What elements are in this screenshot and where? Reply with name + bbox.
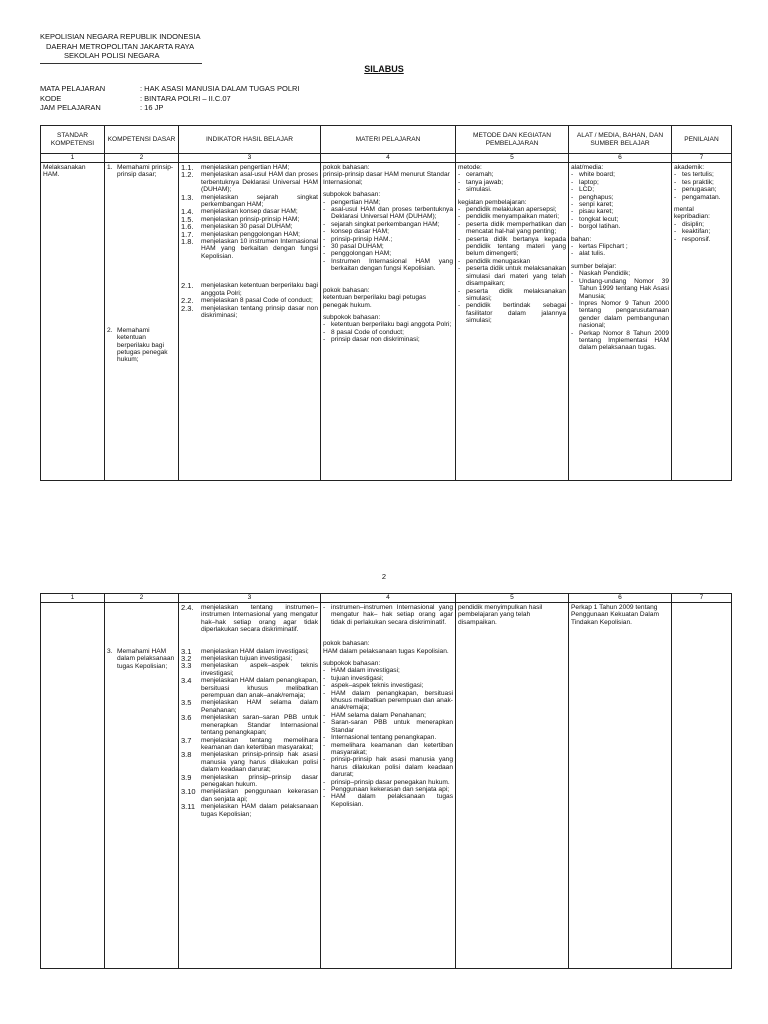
indikator-text: menjelaskan prinsip-prinsip hak asasi manusia yang harus dilakukan polisi dalam keadaan darurat;: [201, 751, 318, 774]
indikator-number: 2.4.: [181, 603, 194, 612]
indikator-item: [181, 223, 318, 230]
list-item: - tongkat lecut;: [571, 216, 669, 223]
list-item: - peserta didik bertanya kepada pendidik tentang materi yang belum dimengerti;: [458, 236, 566, 258]
indikator-text: menjelaskan penggolongan HAM;: [201, 230, 300, 238]
indikator-text: menjelaskan 10 instrumen Internasional HAM yang berkaitan dengan fungsi Kepolisian.: [201, 238, 318, 260]
kd-text: Memahami prinsip-prinsip dasar;: [117, 164, 174, 179]
column-header: STANDAR KOMPETENSI: [41, 126, 105, 154]
indikator-number: 1.4.: [181, 207, 194, 217]
sumber-list: [571, 270, 669, 351]
page-title: SILABUS: [364, 64, 404, 74]
list-item: - penggolongan HAM;: [323, 250, 453, 257]
syllabus-table-page-2: [40, 593, 732, 969]
metode-cell: [456, 163, 569, 481]
indikator-item: [181, 751, 318, 773]
materi-pokok-title: pokok bahasan:: [323, 164, 370, 171]
indikator-text: menjelaskan 30 pasal DUHAM;: [201, 223, 293, 231]
kegiatan-title: kegiatan pembelajaran:: [458, 198, 527, 206]
list-item: - Naskah Pendidik;: [571, 270, 669, 277]
mental-list: [674, 221, 729, 243]
header-line-2: DAERAH METROPOLITAN JAKARTA RAYA: [46, 41, 195, 51]
indikator-number: 3.1: [181, 646, 192, 656]
indikator-number: 3.5: [181, 698, 192, 708]
kd-number: 2.: [107, 326, 113, 334]
indikator-number: 3.4: [181, 676, 192, 686]
list-item: - pisau karet;: [571, 208, 669, 215]
penilaian-list: [674, 171, 729, 201]
list-item: - peserta didik memperhatikan dan mencatat hal-hal yang penting;: [458, 221, 566, 236]
materi-pokok-text: ketentuan berperilaku bagi petugas penegak hukum.: [323, 294, 427, 309]
indikator-cell: [179, 603, 321, 969]
indikator-number: 1.1.: [181, 163, 194, 172]
indikator-text: menjelaskan sejarah singkat perkembangan HAM;: [201, 193, 318, 209]
materi-pokok-text: HAM dalam pelaksanaan tugas Kepolisian.: [323, 647, 449, 655]
indikator-item: [181, 216, 318, 223]
list-item: - 8 pasal Code of conduct;: [323, 329, 453, 336]
list-item: - laptop;: [571, 179, 669, 186]
list-item: - peserta didik untuk melaksanakan simulasi dari materi yang telah disampaikan;: [458, 265, 566, 287]
materi-sub-list: [323, 667, 453, 808]
indikator-item: [181, 774, 318, 789]
column-number: 4: [321, 154, 456, 163]
indikator-group-1: [181, 164, 318, 260]
column-header: METODE DAN KEGIATAN PEMBELAJARAN: [456, 126, 569, 154]
indikator-number: 3.8: [181, 750, 192, 760]
list-item: - instrumen–instrumen Internasional yang mengatur hak– hak setiap orang agar tidak di perlakukan secara diskriminatif.: [323, 604, 453, 626]
list-item: - ketentuan berperilaku bagi anggota Polri;: [323, 321, 453, 328]
materi-sub-title: subpokok bahasan:: [323, 191, 381, 199]
column-number: 7: [672, 594, 732, 603]
meta-row-code: [40, 94, 300, 104]
column-number: 1: [41, 594, 105, 603]
indikator-item: [181, 788, 318, 803]
list-item: - konsep dasar HAM;: [323, 228, 453, 235]
header-row: [41, 126, 732, 154]
list-item: - prinsip dasar non diskriminasi;: [323, 336, 453, 343]
materi-cell: [321, 603, 456, 969]
kd-text: Memahami ketentuan berperilaku bagi petugas penegak hukum;: [117, 326, 168, 364]
materi-sub-title: subpokok bahasan:: [323, 660, 381, 668]
standar-kompetensi: Melaksanakan HAM.: [43, 164, 86, 179]
kegiatan-list: [458, 206, 566, 325]
penilaian-title: akademik:: [674, 164, 705, 171]
list-item: - keaktifan;: [674, 228, 729, 235]
list-item: - pengamatan.: [674, 194, 729, 201]
column-number: 3: [179, 594, 321, 603]
indikator-number: 3.11: [181, 802, 196, 812]
indikator-item: [181, 208, 318, 215]
alat-text: Perkap 1 Tahun 2009 tentang Penggunaan Kekuatan Dalam Tindakan Kepolisian.: [571, 604, 659, 626]
list-item: - pendidik menyampaikan materi;: [458, 213, 566, 220]
indikator-number: 3.2: [181, 654, 192, 664]
meta-value: : 16 JP: [140, 103, 164, 112]
indikator-item: [181, 803, 318, 818]
meta-row-hours: [40, 103, 300, 113]
alat-cell: [569, 603, 672, 969]
column-number-row: [41, 594, 732, 603]
header-line-1: KEPOLISIAN NEGARA REPUBLIK INDONESIA: [40, 32, 201, 41]
list-item: - Perkap Nomor 8 Tahun 2009 tentang Implementasi HAM dalam pelaksanaan tugas.: [571, 330, 669, 352]
indikator-number: 2.3.: [181, 303, 194, 313]
indikator-item: [181, 662, 318, 677]
list-item: - penugasan;: [674, 186, 729, 193]
kd-text: Memahami HAM dalam pelaksanaan tugas Kepolisian;: [117, 648, 175, 670]
alat-list: [571, 171, 669, 230]
penilaian-cell: [672, 603, 732, 969]
list-item: - Undang-undang Nomor 39 Tahun 1999 tentang Hak Asasi Manusia;: [571, 278, 669, 300]
list-item: - aspek–aspek teknis investigasi;: [323, 682, 453, 689]
indikator-item: [181, 737, 318, 752]
meta-value: : BINTARA POLRI – II.C.07: [140, 93, 231, 103]
indikator-text: menjelaskan tentang memelihara keamanan dan ketertiban masyarakat;: [201, 736, 318, 751]
indikator-text: menjelaskan 8 pasal Code of conduct;: [201, 297, 313, 305]
indikator-text: menjelaskan prinsip–prinsip dasar penegakan hukum.: [201, 773, 318, 788]
indikator-text: menjelaskan HAM dalam investigasi;: [201, 647, 309, 655]
list-item: - senpi karet;: [571, 201, 669, 208]
list-item: - disiplin;: [674, 221, 729, 228]
indikator-item: [181, 699, 318, 714]
indikator-item: [181, 282, 318, 297]
list-item: - Penggunaan kekerasan dan senjata api;: [323, 786, 453, 793]
materi-sub-list: [323, 321, 453, 343]
list-item: - sejarah singkat perkembangan HAM;: [323, 221, 453, 228]
metode-list: [458, 171, 566, 193]
kompetensi-dasar-3: [107, 648, 176, 670]
list-item: - white board;: [571, 171, 669, 178]
list-item: - HAM dalam penangkapan, bersituasi khusus melibatkan perempuan dan anak- anak/remaja;: [323, 690, 453, 712]
indikator-number: 3.6: [181, 713, 192, 723]
bahan-list: [571, 243, 669, 258]
materi-cell: [321, 163, 456, 481]
indikator-text: menjelaskan konsep dasar HAM;: [201, 208, 298, 216]
column-header: ALAT / MEDIA, BAHAN, DAN SUMBER BELAJAR: [569, 126, 672, 154]
indikator-number: 3.9: [181, 772, 192, 782]
indikator-cell: [179, 163, 321, 481]
column-header: KOMPETENSI DASAR: [105, 126, 179, 154]
list-item: - kertas Flipchart ;: [571, 243, 669, 250]
list-item: - memelihara keamanan dan ketertiban masyarakat;: [323, 742, 453, 757]
meta-key: KODE: [40, 93, 62, 103]
indikator-text: menjelaskan HAM dalam pelaksanaan tugas Kepolisian;: [201, 803, 318, 818]
kompetensi-dasar-2: [107, 327, 176, 364]
header-line-3: SEKOLAH POLISI NEGARA: [64, 51, 160, 60]
list-item: - pendidik melakukan apersepsi;: [458, 206, 566, 213]
indikator-number: 1.7.: [181, 229, 194, 239]
content-row: [41, 603, 732, 969]
column-number: 7: [672, 154, 732, 163]
meta-key: JAM PELAJARAN: [40, 103, 101, 112]
indikator-text: menjelaskan tentang prinsip dasar non diskriminasi;: [201, 304, 318, 319]
list-item: - Instrumen Internasional HAM yang berkaitan dengan fungsi Kepolisian.: [323, 258, 453, 273]
indikator-text: menjelaskan penggunaan kekerasan dan senjata api;: [201, 788, 318, 803]
kd-number: 1.: [107, 164, 113, 171]
column-header: INDIKATOR HASIL BELAJAR: [179, 126, 321, 154]
metode-cell: [456, 603, 569, 969]
indikator-number: 3.10: [181, 787, 196, 797]
indikator-text: menjelaskan HAM dalam penangkapan, bersituasi khusus melibatkan perempuan dan anak–anak/remaja;: [201, 677, 318, 700]
indikator-item: [181, 238, 318, 260]
indikator-item: [181, 171, 318, 193]
kd-number: 3.: [107, 648, 113, 655]
indikator-number: 1.3.: [181, 192, 194, 202]
column-number: 2: [105, 154, 179, 163]
indikator-item: [181, 164, 318, 171]
meta-key: MATA PELAJARAN: [40, 84, 106, 93]
column-number: 6: [569, 594, 672, 603]
indikator-text: menjelaskan saran–saran PBB untuk menerapkan Standar Internasional tentang penangkapan;: [201, 714, 318, 737]
list-item: - HAM selama dalam Penahanan;: [323, 712, 453, 719]
indikator-text: menjelaskan tujuan investigasi;: [201, 655, 293, 663]
list-item: - tanya jawab;: [458, 179, 566, 186]
list-item: - alat tulis.: [571, 250, 669, 257]
indikator-text: menjelaskan pengertian HAM;: [201, 164, 290, 171]
page-number: 2: [381, 572, 387, 581]
list-item: - HAM dalam pelaksanaan tugas Kepolisian.: [323, 793, 453, 808]
list-item: - penghapus;: [571, 194, 669, 201]
alat-cell: [569, 163, 672, 481]
indikator-text: menjelaskan asal-usul HAM dan proses terbentuknya Deklarasi Universal HAM (DUHAM);: [201, 171, 318, 194]
indikator-item: [181, 677, 318, 699]
materi-sub-title: subpokok bahasan:: [323, 313, 381, 321]
list-item: - prinsip-prinsip hak asasi manusia yang harus dilakukan polisi dalam keadaan darurat;: [323, 756, 453, 778]
mental-title: mental kepribadian:: [674, 206, 710, 221]
materi-pokok-text: prinsip-prinsip dasar HAM menurut Standar Internasional;: [323, 171, 450, 186]
materi-pokok-title: pokok bahasan:: [323, 640, 370, 648]
column-header: PENILAIAN: [672, 126, 732, 154]
column-header: MATERI PELAJARAN: [321, 126, 456, 154]
standar-cell: [41, 163, 105, 481]
penilaian-cell: [672, 163, 732, 481]
column-number: 1: [41, 154, 105, 163]
column-number: 5: [456, 594, 569, 603]
indikator-number: 1.2.: [181, 170, 194, 180]
list-item: - Internasional tentang penangkapan.: [323, 734, 453, 741]
list-item: - responsif.: [674, 236, 729, 243]
list-item: - tes tertulis;: [674, 171, 729, 178]
indikator-group-3: [181, 648, 318, 818]
list-item: - asal-usul HAM dan proses terbentuknya Deklarasi Universal HAM (DUHAM);: [323, 206, 453, 221]
indikator-number: 3.7: [181, 735, 192, 745]
content-row: [41, 163, 732, 481]
indikator-item: [181, 231, 318, 238]
list-item: - 30 pasal DUHAM;: [323, 243, 453, 250]
list-item: - pendidik bertindak sebagai fasilitator dalam jalannya simulasi;: [458, 302, 566, 324]
list-item: - prinsip-prinsip HAM.;: [323, 236, 453, 243]
sumber-title: sumber belajar:: [571, 262, 617, 270]
alat-title: alat/media:: [571, 164, 604, 171]
materi-sub-list: [323, 199, 453, 273]
indikator-number: 1.5.: [181, 214, 194, 224]
indikator-item: [181, 194, 318, 209]
institution-header: [40, 32, 200, 61]
materi-sub-list: [323, 604, 453, 626]
column-number: 5: [456, 154, 569, 163]
column-number: 2: [105, 594, 179, 603]
list-item: - Saran-saran PBB untuk menerapkan Standar: [323, 719, 453, 734]
indikator-text: menjelaskan HAM selama dalam Penahanan;: [201, 699, 318, 714]
materi-pokok-title: pokok bahasan:: [323, 286, 370, 294]
list-item: - HAM dalam investigasi;: [323, 667, 453, 674]
list-item: - pengertian HAM;: [323, 199, 453, 206]
indikator-item: [181, 714, 318, 736]
indikator-item: [181, 297, 318, 304]
list-item: - borgol latihan.: [571, 223, 669, 230]
list-item: - pendidik menugaskan: [458, 258, 566, 265]
bahan-title: bahan:: [571, 235, 592, 243]
list-item: - tes praktik;: [674, 179, 729, 186]
column-number: 6: [569, 154, 672, 163]
metode-text: pendidik menyimpulkan hasil pembelajaran yang telah disampaikan.: [458, 604, 543, 626]
list-item: - LCD;: [571, 186, 669, 193]
list-item: - prinsip–prinsip dasar penegakan hukum.: [323, 779, 453, 786]
indikator-text: menjelaskan tentang instrumen–instrumen Internasional yang mengatur hak–hak setiap orang agar tidak diperlakukan secara diskriminatif.: [201, 604, 318, 634]
list-item: - tujuan investigasi;: [323, 675, 453, 682]
indikator-number: 1.6.: [181, 222, 194, 232]
meta-value: : HAK ASASI MANUSIA DALAM TUGAS POLRI: [140, 84, 300, 93]
metode-title: metode:: [458, 164, 482, 171]
column-number: 4: [321, 594, 456, 603]
indikator-number: 2.2.: [181, 296, 194, 306]
indikator-text: menjelaskan prinsip-prinsip HAM;: [201, 215, 300, 223]
list-item: - Inpres Nomor 9 Tahun 2000 tentang pengarusutamaan gender dalam pembangunan nasional;: [571, 300, 669, 330]
indikator-text: menjelaskan aspek–aspek teknis investigasi;: [201, 662, 318, 677]
indikator-item: [181, 655, 318, 662]
kompetensi-cell: [105, 603, 179, 969]
indikator-text: menjelaskan ketentuan berperilaku bagi anggota Polri;: [201, 282, 318, 297]
syllabus-table-page-1: [40, 125, 732, 481]
kompetensi-dasar-1: [107, 164, 176, 179]
kompetensi-cell: [105, 163, 179, 481]
meta-row-subject: [40, 84, 300, 94]
course-meta: [40, 84, 300, 113]
indikator-item: [181, 604, 318, 634]
indikator-item: [181, 305, 318, 320]
column-number-row: [41, 154, 732, 163]
indikator-number: 1.8.: [181, 237, 194, 247]
standar-cell: [41, 603, 105, 969]
column-number: 3: [179, 154, 321, 163]
list-item: - peserta didik melaksanakan simulasi;: [458, 288, 566, 303]
indikator-number: 3.3: [181, 661, 192, 671]
list-item: - simulasi.: [458, 186, 566, 193]
indikator-group-2: [181, 282, 318, 319]
indikator-number: 2.1.: [181, 281, 194, 291]
list-item: - ceramah;: [458, 171, 566, 178]
indikator-item: [181, 648, 318, 655]
